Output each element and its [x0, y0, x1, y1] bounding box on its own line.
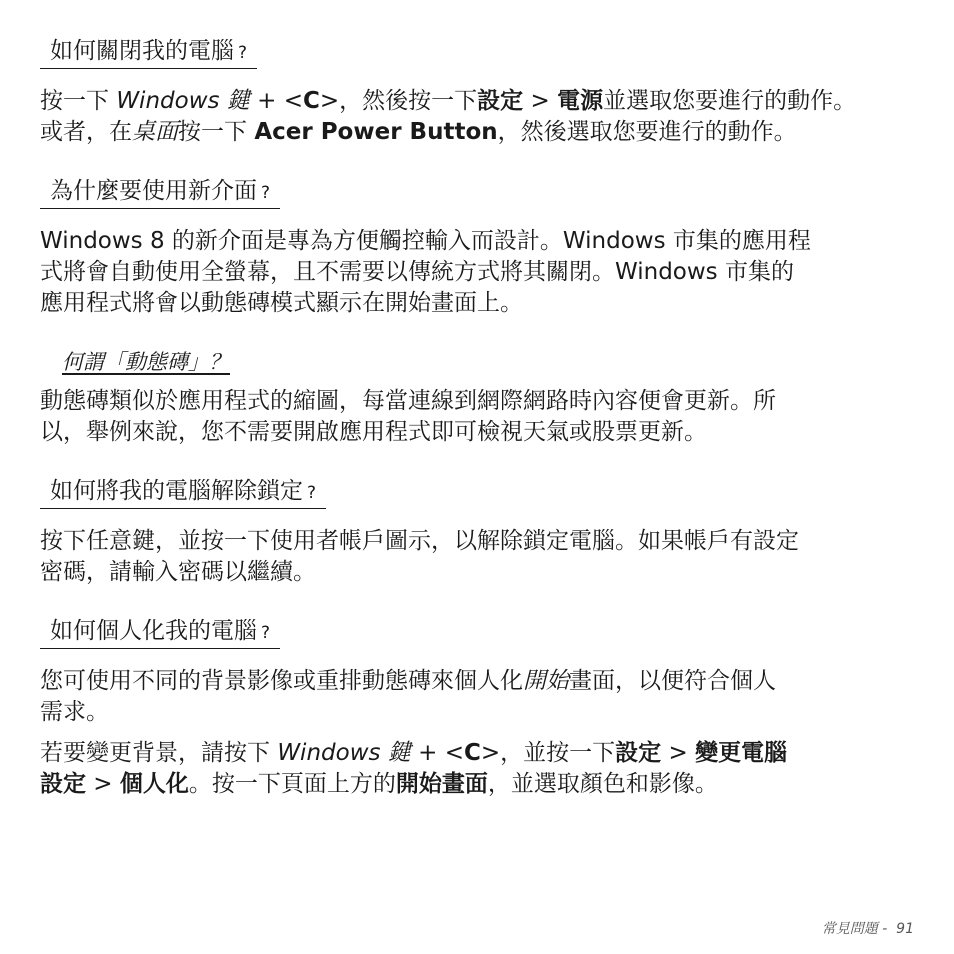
page-number: 91 [896, 921, 914, 937]
menu-personalize: 個人化 [119, 771, 189, 797]
text-line: 需求。 [40, 699, 109, 725]
question-mark: ? [238, 43, 248, 63]
section-heading-unlock [40, 476, 326, 509]
text-line [40, 666, 920, 697]
text-run: 按一下 [178, 119, 255, 145]
text-run: >，然後按一下 [319, 88, 478, 114]
paragraph-change-background [40, 738, 920, 800]
text-run: ，並選取顏色和影像。 [487, 771, 718, 797]
text-run: + < [410, 740, 464, 766]
paragraph-shutdown [40, 86, 920, 148]
text-line: 式將會自動使用全螢幕，且不需要以傳統方式將其關閉。Windows 市集的 [40, 259, 794, 285]
heading-text: 如何將我的電腦解除鎖定 [50, 478, 303, 504]
key-windows: Windows 鍵 [116, 88, 250, 114]
text-line [40, 769, 920, 800]
menu-start-screen: 開始畫面 [395, 771, 488, 797]
section-heading-personalize [40, 616, 280, 649]
question-mark: ? [307, 483, 317, 503]
key-windows: Windows 鍵 [277, 740, 411, 766]
acer-power-button: Acer Power Button [254, 119, 498, 145]
text-line [40, 86, 920, 117]
text-run: + < [249, 88, 303, 114]
paragraph-unlock [40, 526, 920, 588]
text-line: 以，舉例來說，您不需要開啟應用程式即可檢視天氣或股票更新。 [40, 419, 707, 445]
menu-change-pc: 變更電腦 [695, 740, 788, 766]
text-line: 動態磚類似於應用程式的縮圖，每當連線到網際網路時內容便會更新。所 [40, 388, 776, 414]
text-run: >，並按一下 [480, 740, 616, 766]
footer-section: 常見問題 - [821, 921, 888, 937]
text-run: 。按一下頁面上方的 [188, 771, 396, 797]
text-run: 若要變更背景，請按下 [40, 740, 278, 766]
text-line [40, 738, 920, 769]
text-line [40, 117, 920, 148]
subheading-live-tiles: 何謂「動態磚」？ [62, 350, 230, 374]
text-run: 按一下 [40, 88, 117, 114]
text-line: Windows 8 的新介面是專為方便觸控輸入而設計。Windows 市集的應用程 [40, 228, 811, 254]
term-start: 開始 [523, 668, 569, 694]
heading-text: 如何關閉我的電腦 [50, 38, 234, 64]
text-run: > [661, 740, 696, 766]
text-run: > [86, 771, 120, 797]
section-heading-new-interface [40, 176, 280, 209]
text-run: > [523, 88, 558, 114]
text-run: 您可使用不同的背景影像或重排動態磚來個人化 [40, 668, 523, 694]
text-run: ，然後選取您要進行的動作。 [497, 119, 797, 145]
term-desktop: 桌面 [132, 119, 178, 145]
key-c: C [463, 740, 481, 766]
heading-text: 如何個人化我的電腦 [50, 618, 257, 644]
menu-settings: 設定 [477, 88, 524, 114]
section-heading-shutdown [40, 36, 257, 69]
heading-text: 為什麼要使用新介面 [50, 178, 257, 204]
key-c: C [302, 88, 320, 114]
paragraph-personalize [40, 666, 920, 728]
question-mark: ? [261, 183, 271, 203]
menu-power: 電源 [557, 88, 604, 114]
question-mark: ? [261, 623, 271, 643]
text-run: 或者，在 [40, 119, 132, 145]
text-line: 按下任意鍵，並按一下使用者帳戶圖示，以解除鎖定電腦。如果帳戶有設定 [40, 528, 799, 554]
menu-settings-cont: 設定 [40, 771, 86, 797]
paragraph-live-tiles [40, 386, 920, 448]
page-footer [822, 918, 914, 938]
text-run: 並選取您要進行的動作。 [603, 88, 857, 114]
text-line: 應用程式將會以動態磚模式顯示在開始畫面上。 [40, 290, 523, 316]
menu-settings: 設定 [615, 740, 662, 766]
text-run: 畫面，以便符合個人 [569, 668, 776, 694]
text-line: 密碼，請輸入密碼以繼續。 [40, 559, 316, 585]
paragraph-new-interface [40, 226, 920, 319]
